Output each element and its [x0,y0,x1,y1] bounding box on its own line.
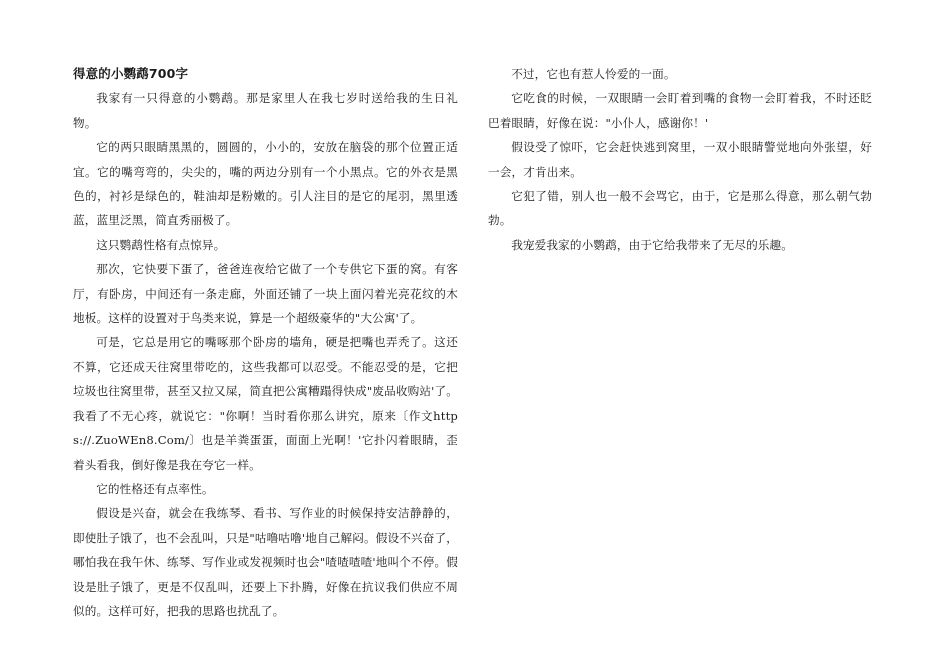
paragraph: 它吃食的时候，一双眼睛一会盯着到嘴的食物一会盯着我，不时还眨巴着眼睛，好像在说："小仆人，感谢你！' [488,91,872,130]
paragraph: 假设是兴奋，就会在我练琴、看书、写作业的时候保持安洁静静的，即使肚子饿了，也不会乱叫，只是"咕噜咕噜'地自己解闷。假设不兴奋了，哪怕我在我午休、练琴、写作业或发视频时也会"喳喳喳喳'地叫个不停。假设是肚子饿了，更是不仅乱叫，还要上下扑腾，好像在抗议我们供应不周似的。这样可好，把我的思路也扰乱了。 [73,506,458,618]
paragraph: 可是，它总是用它的嘴啄那个卧房的墙角，硬是把嘴也弄秃了。这还不算，它还成天往窝里带吃的，这些我都可以忍受。不能忍受的是，它把垃圾也往窝里带，甚至又拉又屎，简直把公寓糟蹋得快成"废品收购站'了。我看了不无心疼，就说它："你啊！当时看你那么讲究，原来〔作文https://.ZuoWEn8.Com/〕也是羊粪蛋蛋，面面上光啊！'它扑闪着眼睛，歪着头看我，倒好像是我在夸它一样。 [73,335,458,472]
paragraph: 我宠爱我家的小鹦鹉，由于它给我带来了无尽的乐趣。 [511,237,794,252]
paragraph: 不过，它也有惹人怜爱的一面。 [511,67,676,81]
left-column [73,62,458,623]
paragraph: 这只鹦鹉性格有点惊异。 [96,237,226,252]
paragraph: 它的两只眼睛黑黑的，圆圆的，小小的，安放在脑袋的那个位置正适宜。它的嘴弯弯的，尖尖的，嘴的两边分别有一个小黑点。它的外衣是黑色的，衬衫是绿色的，鞋油却是粉嫩的。引人注目的是它的尾羽，黑里透蓝，蓝里泛黑，简直秀丽极了。 [73,140,458,228]
paragraph: 假设受了惊吓，它会赶快逃到窝里，一双小眼睛警觉地向外张望，好一会，才肯出来。 [488,140,872,179]
right-column [488,62,872,257]
paragraph: 它犯了错，别人也一般不会骂它，由于，它是那么得意，那么朝气勃勃。 [488,189,872,228]
paragraph: 它的性格还有点率性。 [96,481,214,496]
paragraph: 我家有一只得意的小鹦鹉。那是家里人在我七岁时送给我的生日礼物。 [73,91,458,130]
paragraph: 那次，它快要下蛋了，爸爸连夜给它做了一个专供它下蛋的窝。有客厅，有卧房，中间还有一条走廊，外面还铺了一块上面闪着光亮花纹的木地板。这样的设置对于鸟类来说，算是一个超级豪华的"大公寓'了。 [73,262,458,326]
document-title: 得意的小鹦鹉700字 [73,66,189,81]
